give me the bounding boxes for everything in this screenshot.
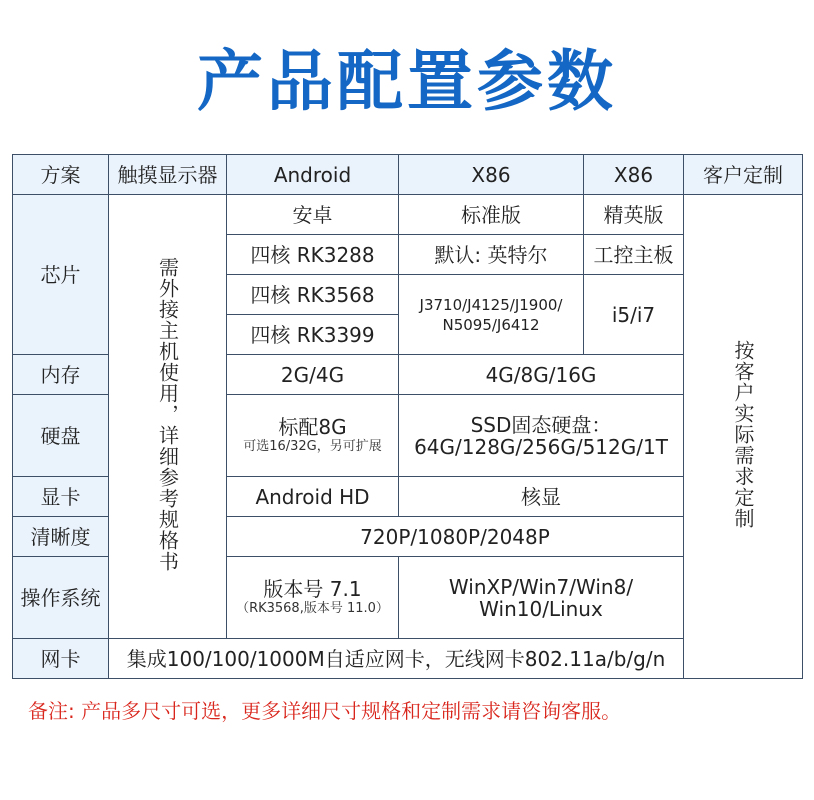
row-label-gpu: 显卡 [13,477,109,517]
gpu-x86: 核显 [399,477,684,517]
chip-x86-elite-board: 工控主板 [584,235,684,275]
header-custom: 客户定制 [684,155,803,195]
chip-x86-standard-models-line2: N5095/J6412 [442,315,540,334]
chip-android-type: 安卓 [227,195,399,235]
chip-x86-elite-cpu: i5/i7 [584,275,684,355]
touch-display-note-cell [109,195,227,639]
storage-android [227,395,399,477]
spec-table [12,154,803,679]
chip-android-3: 四核 RK3399 [227,315,399,355]
row-label-chip: 芯片 [13,195,109,355]
chip-x86-standard-models-line1: J3710/J4125/J1900/ [419,295,563,314]
storage-x86-line2: 64G/128G/256G/512G/1T [414,434,668,459]
os-android-main: 版本号 7.1 [263,576,362,601]
row-label-network: 网卡 [13,639,109,679]
row-label-os: 操作系统 [13,557,109,639]
memory-android: 2G/4G [227,355,399,395]
chip-android-2: 四核 RK3568 [227,275,399,315]
row-label-memory: 内存 [13,355,109,395]
os-x86-line2: Win10/Linux [479,596,603,621]
header-touch-display: 触摸显示器 [109,155,227,195]
page-title: 产品配置参数 [197,43,617,120]
storage-x86-line1: SSD固态硬盘： [470,412,612,437]
chip-x86-elite-type: 精英版 [584,195,684,235]
memory-x86: 4G/8G/16G [399,355,684,395]
storage-android-main: 标配8G [278,414,347,439]
os-android-sub: （RK3568,版本号 11.0） [236,600,389,616]
os-x86-line1: WinXP/Win7/Win8/ [448,574,634,599]
os-android [227,557,399,639]
storage-android-sub: 可选16/32G，另可扩展 [243,438,382,454]
storage-x86 [399,395,684,477]
header-scheme: 方案 [13,155,109,195]
footer-note: 备注: 产品多尺寸可选，更多详细尺寸规格和定制需求请咨询客服。 [28,699,622,723]
header-x86-standard: X86 [399,155,584,195]
chip-x86-standard-type: 标准版 [399,195,584,235]
resolution-value: 720P/1080P/2048P [227,517,684,557]
chip-x86-standard-default: 默认: 英特尔 [399,235,584,275]
chip-android-1: 四核 RK3288 [227,235,399,275]
gpu-android: Android HD [227,477,399,517]
row-label-storage: 硬盘 [13,395,109,477]
network-value: 集成100/100/1000M自适应网卡，无线网卡802.11a/b/g/n [109,639,684,679]
custom-note-cell [684,195,803,679]
custom-note: 按客户实际需求定制 [731,340,755,529]
row-label-resolution: 清晰度 [13,517,109,557]
header-android: Android [227,155,399,195]
os-x86 [399,557,684,639]
chip-x86-standard-models [399,275,584,355]
header-x86-elite: X86 [584,155,684,195]
touch-display-note: 需外接主机使用，详细参考规格书 [155,257,180,572]
